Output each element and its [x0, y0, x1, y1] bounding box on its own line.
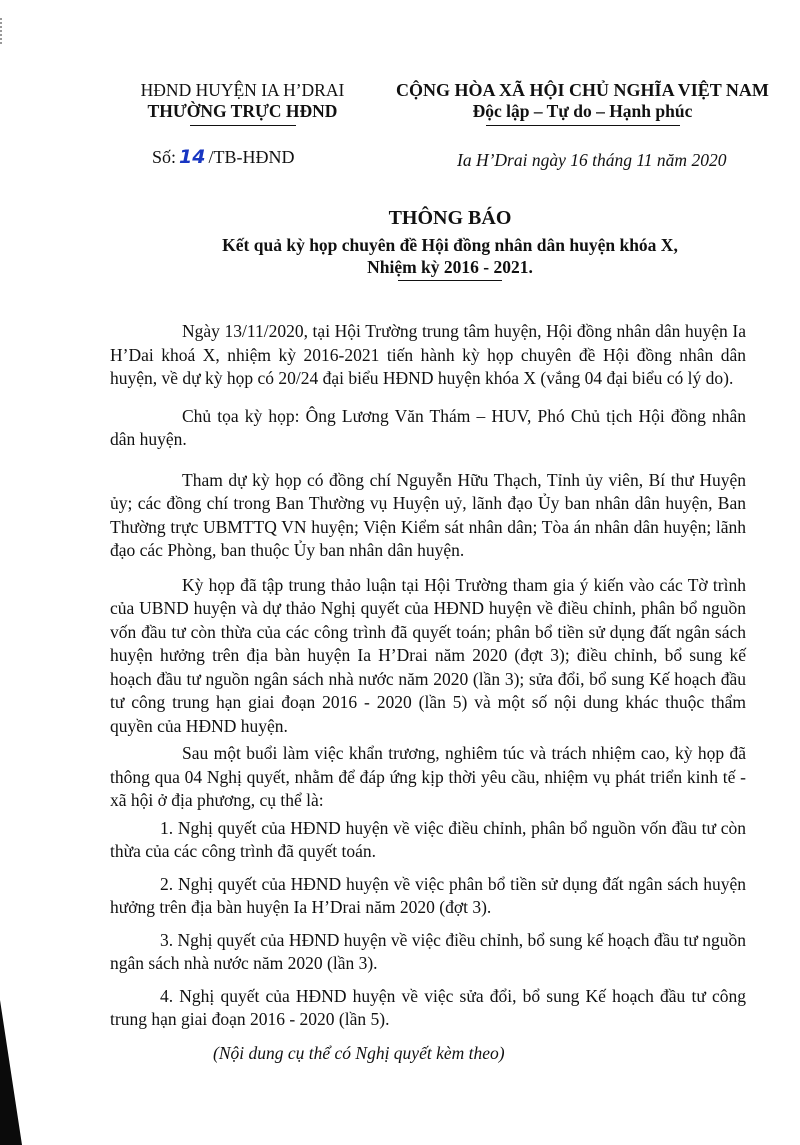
issuer-underline	[190, 125, 296, 126]
paragraph-meeting: Ngày 13/11/2020, tại Hội Trường trung tâm huyện, Hội đồng nhân dân huyện Ia H’Dai khoá X, nhiệm kỳ 2016-2021 tiến hành kỳ họp chuyên đề Hội đồng nhân dân huyện, về dự kỳ họp có 20/24 đại biểu HĐND huyện khóa X (vắng 04 đại biểu có lý do).	[110, 321, 746, 388]
attachment-note: (Nội dung cụ thể có Nghị quyết kèm theo)	[213, 1043, 505, 1063]
paragraph-chair: Chủ tọa kỳ họp: Ông Lương Văn Thám – HUV, Phó Chủ tịch Hội đồng nhân dân huyện.	[110, 405, 746, 449]
resolution-item: 1. Nghị quyết của HĐND huyện về việc điều chỉnh, phân bổ nguồn vốn đầu tư còn thừa của các công trình đã quyết toán.	[110, 817, 746, 861]
title-subject-line-2: Nhiệm kỳ 2016 - 2021.	[367, 257, 533, 277]
document-title: THÔNG BÁO	[388, 207, 512, 229]
place-date: Ia H’Drai ngày 16 tháng 11 năm 2020	[457, 150, 727, 170]
standing-committee: THƯỜNG TRỰC HĐND	[147, 101, 338, 121]
handwritten-number: 14	[179, 146, 206, 168]
title-subject-line-1: Kết quả kỳ họp chuyên đề Hội đồng nhân dân huyện khóa X,	[222, 235, 678, 255]
scan-margin-dots	[0, 18, 6, 44]
motto-underline	[486, 125, 680, 126]
resolution-item: 3. Nghị quyết của HĐND huyện về việc điều chỉnh, bổ sung kế hoạch đầu tư nguồn ngân sách nhà nước năm 2020 (lần 3).	[110, 929, 746, 973]
republic-name: CỘNG HÒA XÃ HỘI CHỦ NGHĨA VIỆT NAM	[396, 80, 769, 100]
resolution-item: 4. Nghị quyết của HĐND huyện về việc sửa đổi, bổ sung Kế hoạch đầu tư công trung hạn giai đoạn 2016 - 2020 (lần 5).	[110, 985, 746, 1029]
paragraph-outcome: Sau một buổi làm việc khẩn trương, nghiêm túc và trách nhiệm cao, kỳ họp đã thông qua 04 Nghị quyết, nhằm để đáp ứng kịp thời yêu cầu, nhiệm vụ phát triển kinh tế - xã hội ở địa phương, cụ thể là:	[110, 743, 746, 810]
title-underline	[398, 280, 502, 281]
issuer-block	[100, 80, 385, 126]
paragraph-discussion: Kỳ họp đã tập trung thảo luận tại Hội Trường tham gia ý kiến vào các Tờ trình của UBND huyện và dự thảo Nghị quyết của HĐND huyện về điều chỉnh, phân bổ nguồn vốn đầu tư còn thừa của các công trình đã quyết toán; phân bổ tiền sử dụng đất ngân sách huyện hưởng trên địa bàn huyện Ia H’Drai năm 2020 (đợt 3); điều chỉnh, bổ sung kế hoạch đầu tư nguồn ngân sách nhà nước năm 2020 (lần 3); sửa đổi, bổ sung Kế hoạch đầu tư công trung hạn giai đoạn 2016 - 2020 (lần 5) và một số nội dung khác thuộc thẩm quyền của HĐND huyện.	[110, 574, 746, 736]
document-body	[110, 320, 746, 1032]
national-motto-block	[385, 80, 780, 126]
document-number	[152, 146, 294, 168]
scan-edge-shadow	[0, 1000, 22, 1145]
doc-number-prefix: Số:	[152, 147, 177, 167]
council-name: HĐND HUYỆN IA H’DRAI	[140, 80, 345, 100]
motto: Độc lập – Tự do – Hạnh phúc	[472, 101, 693, 121]
paragraph-attendees: Tham dự kỳ họp có đồng chí Nguyễn Hữu Thạch, Tỉnh ủy viên, Bí thư Huyện ủy; các đồng chí trong Ban Thường vụ Huyện uỷ, lãnh đạo Ủy ban nhân dân huyện, Ban Thường trực UBMTTQ VN huyện; Viện Kiểm sát nhân dân; Tòa án nhân dân huyện; lãnh đạo các Phòng, ban thuộc Ủy ban nhân dân huyện.	[110, 469, 746, 560]
title-block	[100, 207, 800, 281]
doc-number-suffix: /TB-HĐND	[208, 147, 295, 167]
title-subject	[100, 234, 800, 278]
resolution-item: 2. Nghị quyết của HĐND huyện về việc phân bổ tiền sử dụng đất ngân sách huyện hưởng trên địa bàn huyện Ia H’Drai năm 2020 (đợt 3).	[110, 873, 746, 917]
